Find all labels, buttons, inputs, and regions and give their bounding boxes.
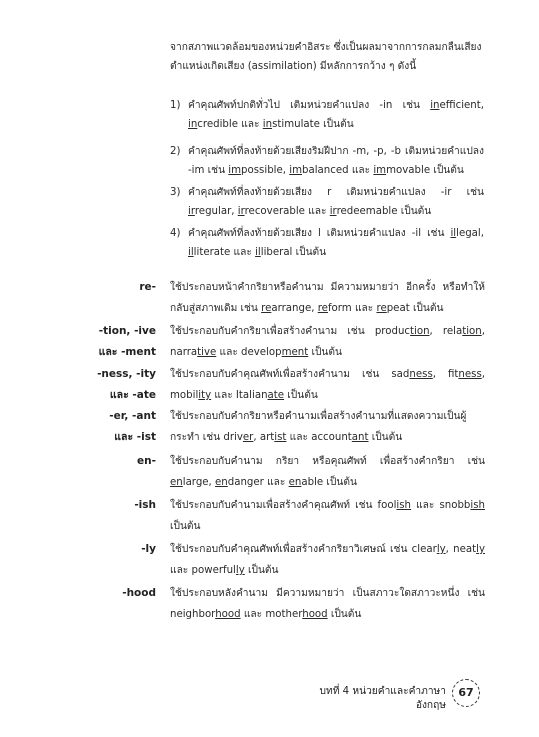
rule-text: คำคุณศัพท์ที่ลงท้ายด้วยเสียงริมฝีปาก -m, -p, -b เติมหน่วยคำแปลง -im เช่น impossible, imbalanced และ immovable เป็นต้น	[188, 146, 484, 176]
affix-definition-re: ใช้ประกอบหน้าคำกริยาหรือคำนาม มีความหมายว่า อีกครั้ง หรือทำให้กลับสู่สภาพเดิม เช่น rearrange, reform และ repeat เป็นต้น	[170, 282, 485, 314]
affix-definition-hood: ใช้ประกอบหลังคำนาม มีความหมายว่า เป็นสภาวะใดสภาวะหนึ่ง เช่น neighborhood และ motherhood เป็นต้น	[170, 588, 485, 620]
rule-number: 1)	[170, 100, 181, 111]
intro-line-1: จากสภาพแวดล้อมของหน่วยคำอิสระ ซึ่งเป็นผลมาจากการกลมกลืนเสียง	[170, 42, 482, 53]
rule-number: 3)	[170, 187, 181, 198]
affix-definition-er: ใช้ประกอบกับคำกริยาหรือคำนามเพื่อสร้างคำนามที่แสดงความเป็นผู้กระทำ เช่น driver, artist และ accountant เป็นต้น	[170, 411, 467, 443]
affix-term-tion: -tion, -ive และ -ment	[98, 325, 156, 358]
affix-definition-ness: ใช้ประกอบกับคำคุณศัพท์เพื่อสร้างคำนาม เช่น sadness, fitness, mobility และ Italianate เป็นต้น	[170, 369, 485, 401]
affix-definition-ish: ใช้ประกอบกับคำนามเพื่อสร้างคำคุณศัพท์ เช่น foolish และ snobbish เป็นต้น	[170, 500, 485, 532]
affix-term-re: re-	[139, 281, 156, 293]
affix-term-ish: -ish	[134, 499, 156, 511]
rule-number: 4)	[170, 228, 181, 239]
affix-definition-ly: ใช้ประกอบกับคำคุณศัพท์เพื่อสร้างคำกริยาวิเศษณ์ เช่น clearly, neatly และ powerfully เป็นต้น	[170, 544, 485, 576]
affix-term-er: -er, -ant และ -ist	[109, 410, 156, 443]
affix-definition-en: ใช้ประกอบกับคำนาม กริยา หรือคุณศัพท์ เพื่อสร้างคำกริยา เช่น enlarge, endanger และ enable เป็นต้น	[170, 456, 485, 488]
affix-term-en: en-	[137, 455, 156, 467]
intro-line-2: ตำแหน่งเกิดเสียง (assimilation) มีหลักการกว้าง ๆ ดังนี้	[170, 61, 417, 72]
affix-term-ness: -ness, -ity และ -ate	[97, 368, 156, 401]
rule-number: 2)	[170, 146, 181, 157]
page-number-badge: 67	[452, 679, 480, 707]
affix-term-ly: -ly	[141, 543, 156, 555]
chapter-footer: บทที่ 4 หน่วยคำและคำภาษาอังกฤษ	[319, 686, 446, 711]
affix-term-hood: -hood	[122, 587, 156, 599]
rule-text: คำคุณศัพท์ที่ลงท้ายด้วยเสียง l เติมหน่วยคำแปลง -il เช่น illegal, illiterate และ illiberal เป็นต้น	[188, 228, 484, 258]
rule-text: คำคุณศัพท์ที่ลงท้ายด้วยเสียง r เติมหน่วยคำแปลง -ir เช่น irregular, irrecoverable และ irredeemable เป็นต้น	[188, 187, 484, 217]
rule-text: คำคุณศัพท์ปกติทั่วไป เติมหน่วยคำแปลง -in เช่น inefficient, incredible และ instimulate เป็นต้น	[188, 100, 484, 130]
affix-definition-tion: ใช้ประกอบกับคำกริยาเพื่อสร้างคำนาม เช่น production, relation, narrative และ development เป็นต้น	[170, 326, 485, 358]
intro-paragraph	[170, 38, 485, 76]
